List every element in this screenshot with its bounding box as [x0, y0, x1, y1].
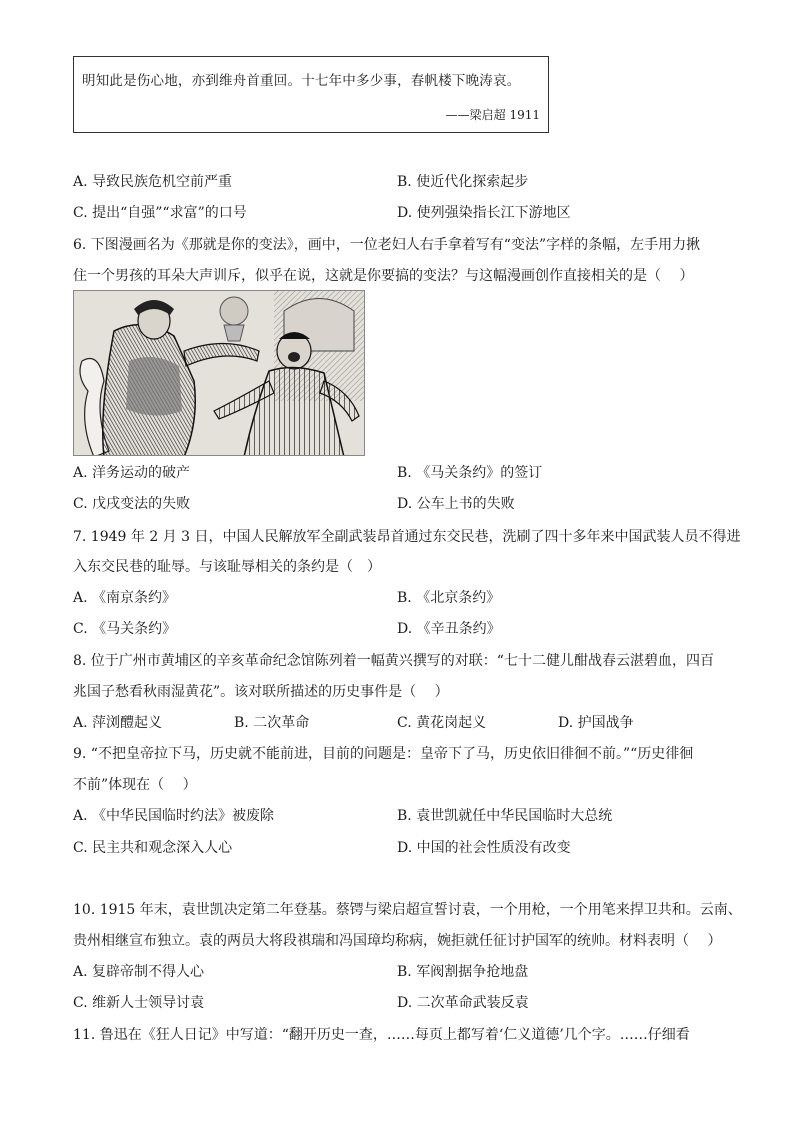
q8-option-c: C. 黄花岗起义: [397, 715, 487, 731]
q9-option-b: B. 袁世凯就任中华民国临时大总统: [397, 808, 613, 824]
q10-stem-line1: 10. 1915 年末，袁世凯决定第二年登基。蔡锷与梁启超宣誓讨袁，一个用枪，一个用笔来捍卫共和。云南、: [73, 902, 742, 918]
q9-option-d: D. 中国的社会性质没有改变: [397, 840, 571, 856]
q8-option-b: B. 二次革命: [234, 715, 310, 731]
quote-source: ——梁启超 1911: [445, 108, 540, 122]
q6-stem-line1: 6. 下图漫画名为《那就是你的变法》，画中，一位老妇人右手拿着写有“变法”字样的条幅，左手用力揪: [73, 237, 701, 253]
q8-option-d: D. 护国战争: [558, 715, 634, 731]
q10-option-d: D. 二次革命武装反袁: [397, 995, 529, 1011]
q9-option-a: A. 《中华民国临时约法》被废除: [73, 808, 275, 824]
q10-stem-line2: 贵州相继宣布独立。袁的两员大将段祺瑞和冯国璋均称病，婉拒就任征讨护国军的统帅。材料表明（ ）: [73, 933, 722, 949]
q5-option-c: C. 提出“自强”“求富”的口号: [73, 205, 247, 221]
q7-option-b: B. 《北京条约》: [397, 590, 501, 606]
q10-option-b: B. 军阀割据争抢地盘: [397, 964, 529, 980]
q6-option-a: A. 洋务运动的破产: [73, 465, 191, 481]
quote-text: 明知此是伤心地，亦到维舟首重回。十七年中多少事，春帆楼下晚涛哀。: [82, 73, 521, 89]
q8-stem-line1: 8. 位于广州市黄埔区的辛亥革命纪念馆陈列着一幅黄兴撰写的对联：“七十二健儿酣战春云湛碧血，四百: [73, 653, 714, 669]
q9-option-c: C. 民主共和观念深入人心: [73, 840, 233, 856]
q6-option-c: C. 戊戌变法的失败: [73, 496, 191, 512]
q8-option-a: A. 萍浏醴起义: [73, 715, 163, 731]
q9-stem-line2: 不前”体现在（ ）: [73, 777, 197, 793]
quote-box: [73, 56, 549, 133]
q6-option-b: B. 《马关条约》的签订: [397, 465, 543, 481]
q6-stem-line2: 住一个男孩的耳朵大声训斥，似乎在说，这就是你要搞的变法？与这幅漫画创作直接相关的是（ ）: [73, 268, 694, 284]
q6-option-d: D. 公车上书的失败: [397, 496, 515, 512]
q5-option-d: D. 使列强染指长江下游地区: [397, 205, 571, 221]
q7-option-a: A. 《南京条约》: [73, 590, 177, 606]
q7-stem-line1: 7. 1949 年 2 月 3 日，中国人民解放军全副武装昂首通过东交民巷，洗刷了四十多年来中国武装人员不得进: [73, 529, 741, 545]
q10-option-c: C. 维新人士领导讨袁: [73, 995, 205, 1011]
cartoon-image: [73, 290, 365, 456]
q7-stem-line2: 入东交民巷的耻辱。与该耻辱相关的条约是（ ）: [73, 559, 381, 575]
q7-option-c: C. 《马关条约》: [73, 621, 177, 637]
q9-stem-line1: 9. “不把皇帝拉下马，历史就不能前进，目前的问题是：皇帝下了马，历史依旧徘徊不前。”“历史徘徊: [73, 746, 694, 762]
q5-option-a: A. 导致民族危机空前严重: [73, 174, 233, 190]
q11-stem-line1: 11. 鲁迅在《狂人日记》中写道：“翻开历史一查，……每页上都写着‘仁义道德’几个字。……仔细看: [73, 1027, 690, 1043]
q7-option-d: D. 《辛丑条约》: [397, 621, 501, 637]
cartoon-illustration-icon: [74, 291, 365, 456]
q8-stem-line2: 兆国子愁看秋雨湿黄花”。该对联所描述的历史事件是（ ）: [73, 684, 449, 700]
q10-option-a: A. 复辟帝制不得人心: [73, 964, 205, 980]
q5-option-b: B. 使近代化探索起步: [397, 174, 529, 190]
